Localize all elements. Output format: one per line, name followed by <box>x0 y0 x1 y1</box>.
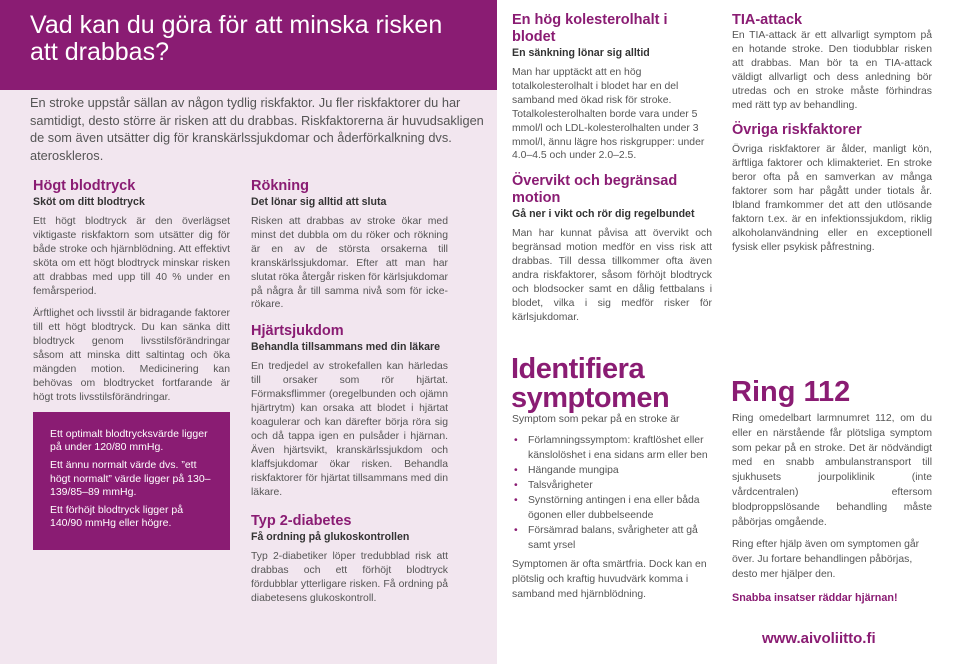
list-item: • Talsvårigheter <box>514 480 593 491</box>
symptom-list <box>512 433 712 553</box>
section-title: Typ 2-diabetes <box>251 513 352 530</box>
list-item: • Hängande mungipa <box>514 465 619 476</box>
list-item: • Synstörning antingen i ena eller båda ögonen eller dubbelseende <box>514 495 700 521</box>
paragraph: En tredjedel av strokefallen kan härledas till orsaker som rör hjärtat. Förmaksflimmer (oregelbunden och ojämn hjärtrytm) kan orsaka att blodet i hjärtat koagulerar och kan därefter börja röra sig och då tappa igen en pulsåder i hjärnan. Även hjärtsvikt, kranskärlssjukdom och klaffsjukdomar ökar risken. Behandla riskfaktorer för hjärtat tillsammans med din läkare. <box>251 361 448 498</box>
section-subtitle: Få ordning på glukoskontrollen <box>251 531 410 544</box>
paragraph: Risken att drabbas av stroke ökar med minst det dubbla om du röker och rökning är en av de största orsakerna till kranskärlssjukdomar. Efter att man har slutat röka återgår risken för kärlsjukdomar på några år till samma nivå som för icke-rökare. <box>251 216 448 311</box>
section-title: Högt blodtryck <box>33 178 136 194</box>
section-subtitle: En sänkning lönar sig alltid <box>512 47 650 59</box>
paragraph: En TIA-attack är ett allvarligt symptom på en hotande stroke. Den tiodubblar risken att drabbas. Man bör ta en TIA-attack väldigt allvarligt och dess anledning bör utredas och en stroke måste förhindras med rätt typ av behandling. <box>732 30 932 111</box>
bullet-icon: • <box>514 525 518 536</box>
info-line: Ett ännu normalt värde dvs. ”ett högt normalt” värde ligger på 130–139/85–89 mmHg. <box>50 459 211 498</box>
paragraph: Ärftlighet och livsstil är bidragande faktorer till ett högt blodtryck. Du kan sänka ditt blodtryck genom livsstilsförändringar såsom att minska ditt saltintag och öka mängden motion. Medicinering kan behövas om blodtrycket fortfarande är högt trots livsstilsförändringar. <box>33 308 230 403</box>
ring-112-heading: Ring 112 <box>731 376 851 408</box>
bullet-icon: • <box>514 435 518 446</box>
paragraph: Man har kunnat påvisa att övervikt och begränsad motion medför en viss risk att drabbas. Till dessa tillkommer ofta även andra riskfaktorer, såsom förhöjt blodtryck och blodsocker samt en dålig fettbalans i blodet, vilka i sig medför risker för kärlsjukdomar. <box>512 228 712 323</box>
section-title: Hjärtsjukdom <box>251 323 344 340</box>
section-title: Övriga riskfaktorer <box>732 122 862 139</box>
bullet-icon: • <box>514 495 518 506</box>
paragraph: Man har upptäckt att en hög totalkolesterolhalt i blodet har en del samband med ökad risk för stroke. Totalkolesterolhalten borde vara under 5 mmol/l och LDL-kolesterolhalten under 3 mmol/l, ännu lägre hos riskgrupper: under 4.0–4.5 och under 2.0–2.5. <box>512 67 705 162</box>
bullet-icon: • <box>514 480 518 491</box>
column-blood-pressure <box>33 178 230 414</box>
symptoms-outro: Symptomen är ofta smärtfria. Dock kan en plötslig och kraftig huvudvärk komma i samband med hjärnblödning. <box>512 559 707 600</box>
list-item: • Förlamningssymptom: kraftlöshet eller känslolöshet i ena sidans arm eller ben <box>514 435 708 461</box>
paragraph: Typ 2-diabetiker löper tredubblad risk att drabbas och ett förhöjt blodtryck fördubblar ytterligare risken. Få ordning på diabetesens glukoskontroll. <box>251 551 448 605</box>
paragraph: Övriga riskfaktorer är ålder, manligt kön, ärftliga faktorer och klimakteriet. En stroke beror ofta på en samverkan av många faktorer som har pågått under tiotals år. Ibland framkommer det att den utlösande faktorn t.ex. är en infektionssjukdom, riklig alkoholanvändning eller en exceptionell fysisk eller psykisk påfrestning. <box>732 144 932 253</box>
heading-line: Identifiera <box>511 353 645 385</box>
column-cholesterol-weight <box>512 12 712 334</box>
section-subtitle: Det lönar sig alltid att sluta <box>251 196 387 208</box>
section-title: TIA-attack <box>732 12 803 28</box>
symptoms-intro: Symptom som pekar på en stroke är <box>512 414 680 425</box>
info-line: Ett optimalt blodtrycksvärde ligger på under 120/80 mmHg. <box>50 428 208 454</box>
section-title: En hög kolesterolhalt i blodet <box>512 12 668 45</box>
blood-pressure-info-box <box>33 412 230 550</box>
paragraph: Ring omedelbart larmnumret 112, om du eller en närstående får plötsliga symptom som pekar på en stroke. Det är nödvändigt med en snabb ambulanstransport till sjukhusets jourpoliklinik (inte vårdcentralen) eftersom blodproppslösande behandling måste påbörjas omgående. <box>732 413 932 528</box>
info-line: Ett förhöjt blodtryck ligger på 140/90 mmHg eller högre. <box>50 504 184 530</box>
identify-symptoms-heading <box>511 355 669 413</box>
section-subtitle: Gå ner i vikt och rör dig regelbundet <box>512 208 695 221</box>
page-title: Vad kan du göra för att minska risken att drabbas? <box>30 11 443 66</box>
column-tia-other <box>732 12 932 264</box>
list-item: • Försämrad balans, svårigheter att gå samt yrsel <box>514 525 698 551</box>
rescue-slogan: Snabba insatser räddar hjärnan! <box>732 591 898 604</box>
section-title: Övervikt och begränsad motion <box>512 173 678 207</box>
section-subtitle: Sköt om ditt blodtryck <box>33 196 145 208</box>
paragraph: Ett högt blodtryck är den överlägset viktigaste riskfaktorn som utsätter dig för både stroke och hjärnblödning. Att effektivt sköta om ett högt blodtryck minskar risken att drabbas med upp till 40 % under en femårsperiod. <box>33 216 230 297</box>
intro-text: En stroke uppstår sällan av någon tydlig riskfaktor. Ju fler riskfaktorer du har samtidigt, desto större är risken att du drabbas. Riskfaktorerna är huvudsakligen de som även utsätter dig för kranskärlssjukdomar och åderförkalkning dvs. ateroskleros. <box>30 95 484 163</box>
symptoms-body <box>512 412 712 602</box>
bullet-icon: • <box>514 465 518 476</box>
heading-line: symptomen <box>511 382 670 414</box>
website-link[interactable]: www.aivoliitto.fi <box>762 630 876 647</box>
paragraph: Ring efter hjälp även om symptomen går över. Ju fortare behandlingen påbörjas, desto mer hjälper den. <box>732 539 920 580</box>
ring-112-body <box>732 412 932 606</box>
column-smoking-heart-diabetes <box>251 178 448 615</box>
section-subtitle: Behandla tillsammans med din läkare <box>251 341 440 354</box>
section-title: Rökning <box>251 178 309 194</box>
